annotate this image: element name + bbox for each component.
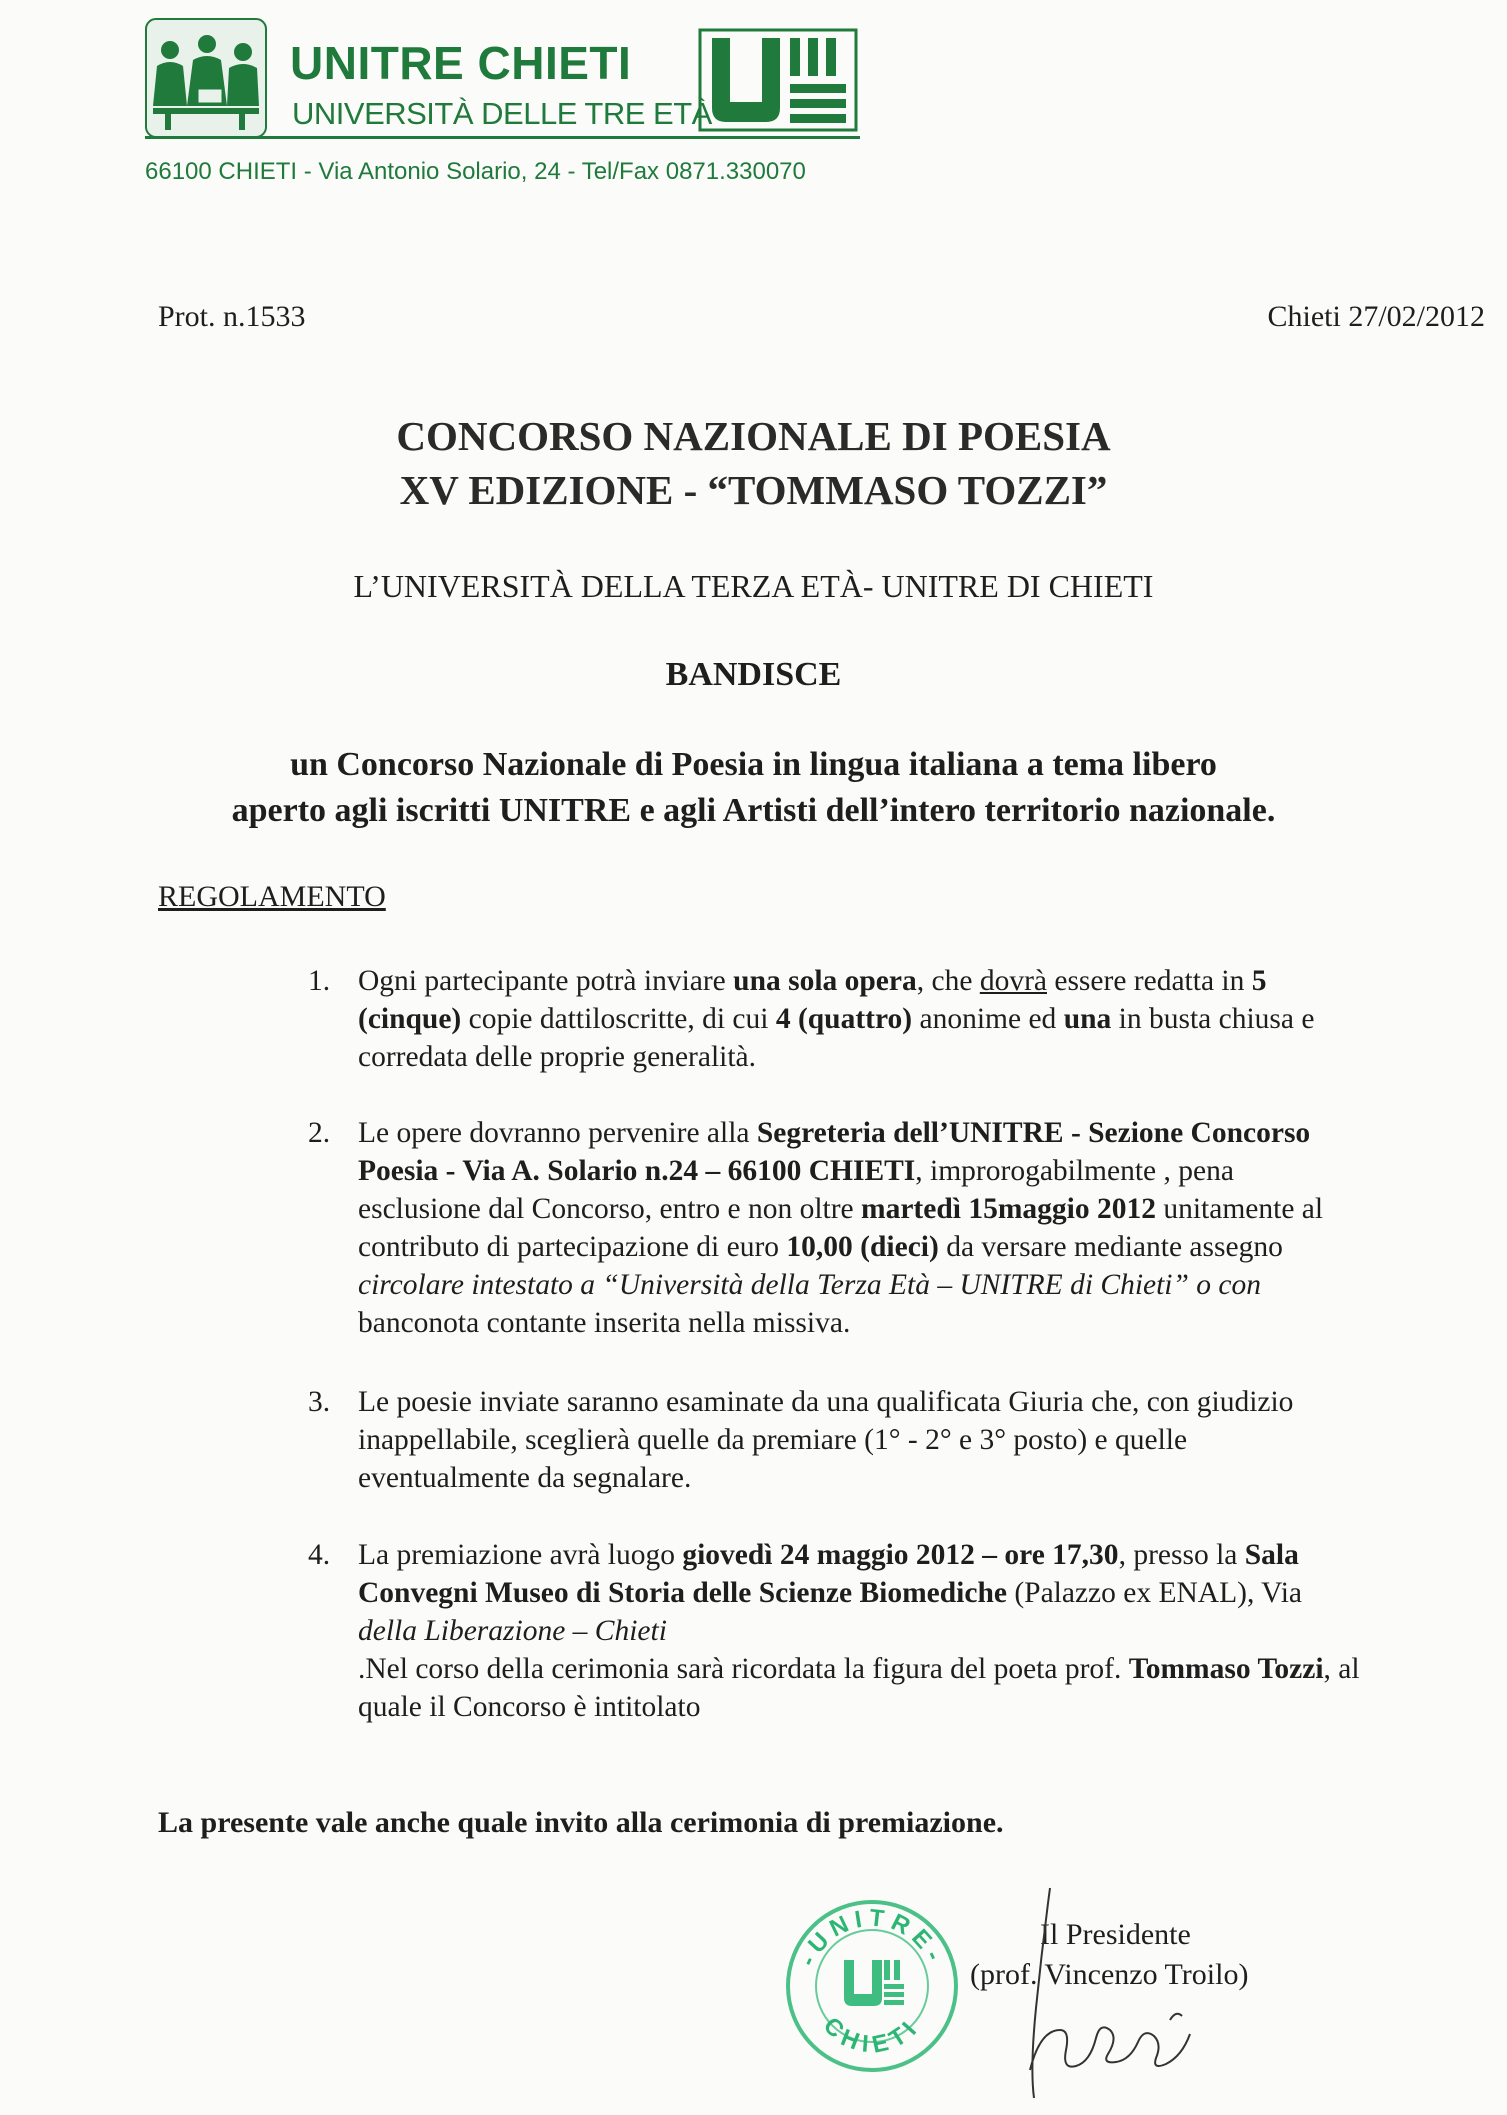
rule-line: circolare intestato a “Università della Terza Età – UNITRE di Chieti” o con bbox=[358, 1269, 1262, 1301]
svg-text:CHIETI: CHIETI bbox=[817, 2012, 926, 2059]
rule-line: contributo di partecipazione di euro 10,00 (dieci) da versare mediante assegno bbox=[358, 1231, 1283, 1263]
people-illustration-icon bbox=[145, 18, 267, 138]
rule-line: quale il Concorso è intitolato bbox=[358, 1691, 701, 1723]
rule-text bbox=[358, 962, 1314, 1076]
rule-line: La premiazione avrà luogo giovedì 24 maggio 2012 – ore 17,30, presso la Sala bbox=[358, 1539, 1299, 1571]
rule-line: Ogni partecipante potrà inviare una sola opera, che dovrà essere redatta in 5 bbox=[358, 965, 1267, 997]
rule-number: 2. bbox=[308, 1117, 331, 1149]
place-date: Chieti 27/02/2012 bbox=[1267, 300, 1485, 333]
unitre-stamp-icon bbox=[782, 1896, 962, 2076]
rule-line: Le opere dovranno pervenire alla Segreteria dell’UNITRE - Sezione Concorso bbox=[358, 1117, 1311, 1149]
org-subtitle: UNIVERSITÀ DELLE TRE ETÀ bbox=[292, 96, 712, 131]
svg-text:-UNITRE-: -UNITRE- bbox=[794, 1904, 950, 1971]
rule-line: Convegni Museo di Storia delle Scienze Biomediche (Palazzo ex ENAL), Via bbox=[358, 1577, 1302, 1609]
rule-line: inappellabile, sceglierà quelle da premiare (1° - 2° e 3° posto) e quelle bbox=[358, 1424, 1188, 1456]
handwritten-signature-icon bbox=[970, 1880, 1250, 2110]
announcement-line1: un Concorso Nazionale di Poesia in lingua italiana a tema libero bbox=[290, 746, 1217, 783]
signatory-role: Il Presidente bbox=[1040, 1918, 1191, 1951]
rule-number: 1. bbox=[308, 965, 331, 997]
closing-invitation: La presente vale anche quale invito alla cerimonia di premiazione. bbox=[158, 1806, 1004, 1839]
header-divider bbox=[145, 136, 860, 139]
document-title-line1: CONCORSO NAZIONALE DI POESIA bbox=[396, 413, 1111, 459]
unitre-u-e-mark-icon bbox=[698, 26, 858, 136]
rule-number: 4. bbox=[308, 1539, 331, 1571]
rule-line: esclusione dal Concorso, entro e non oltre martedì 15maggio 2012 unitamente al bbox=[358, 1193, 1324, 1225]
rule-line: .Nel corso della cerimonia sarà ricordata la figura del poeta prof. Tommaso Tozzi, al bbox=[358, 1653, 1360, 1685]
org-name: UNITRE CHIETI bbox=[290, 37, 632, 89]
rule-text bbox=[358, 1383, 1293, 1497]
issuer-line: L’UNIVERSITÀ DELLA TERZA ETÀ- UNITRE DI CHIETI bbox=[353, 568, 1154, 604]
rule-line: eventualmente da segnalare. bbox=[358, 1462, 692, 1494]
rule-line: banconota contante inserita nella missiva. bbox=[358, 1307, 851, 1339]
rule-line: Poesia - Via A. Solario n.24 – 66100 CHIETI, improrogabilmente , pena bbox=[358, 1155, 1234, 1187]
org-address: 66100 CHIETI - Via Antonio Solario, 24 - Tel/Fax 0871.330070 bbox=[145, 158, 806, 185]
regolamento-heading: REGOLAMENTO bbox=[158, 880, 386, 913]
document-title-line2: XV EDIZIONE - “TOMMASO TOZZI” bbox=[399, 467, 1108, 513]
rule-line: corredata delle proprie generalità. bbox=[358, 1041, 757, 1073]
rule-text bbox=[358, 1114, 1323, 1342]
bandisce-heading: BANDISCE bbox=[665, 656, 842, 693]
signatory-name: (prof. Vincenzo Troilo) bbox=[970, 1958, 1249, 1991]
rule-line: della Liberazione – Chieti bbox=[358, 1615, 667, 1647]
rule-number: 3. bbox=[308, 1386, 331, 1418]
rule-line: (cinque) copie dattiloscritte, di cui 4 (quattro) anonime ed una in busta chiusa e bbox=[358, 1003, 1315, 1035]
rule-line: Le poesie inviate saranno esaminate da una qualificata Giuria che, con giudizio bbox=[358, 1386, 1294, 1418]
protocol-number: Prot. n.1533 bbox=[158, 300, 306, 333]
announcement-line2: aperto agli iscritti UNITRE e agli Artisti dell’intero territorio nazionale. bbox=[231, 792, 1276, 829]
rule-text bbox=[358, 1536, 1360, 1726]
